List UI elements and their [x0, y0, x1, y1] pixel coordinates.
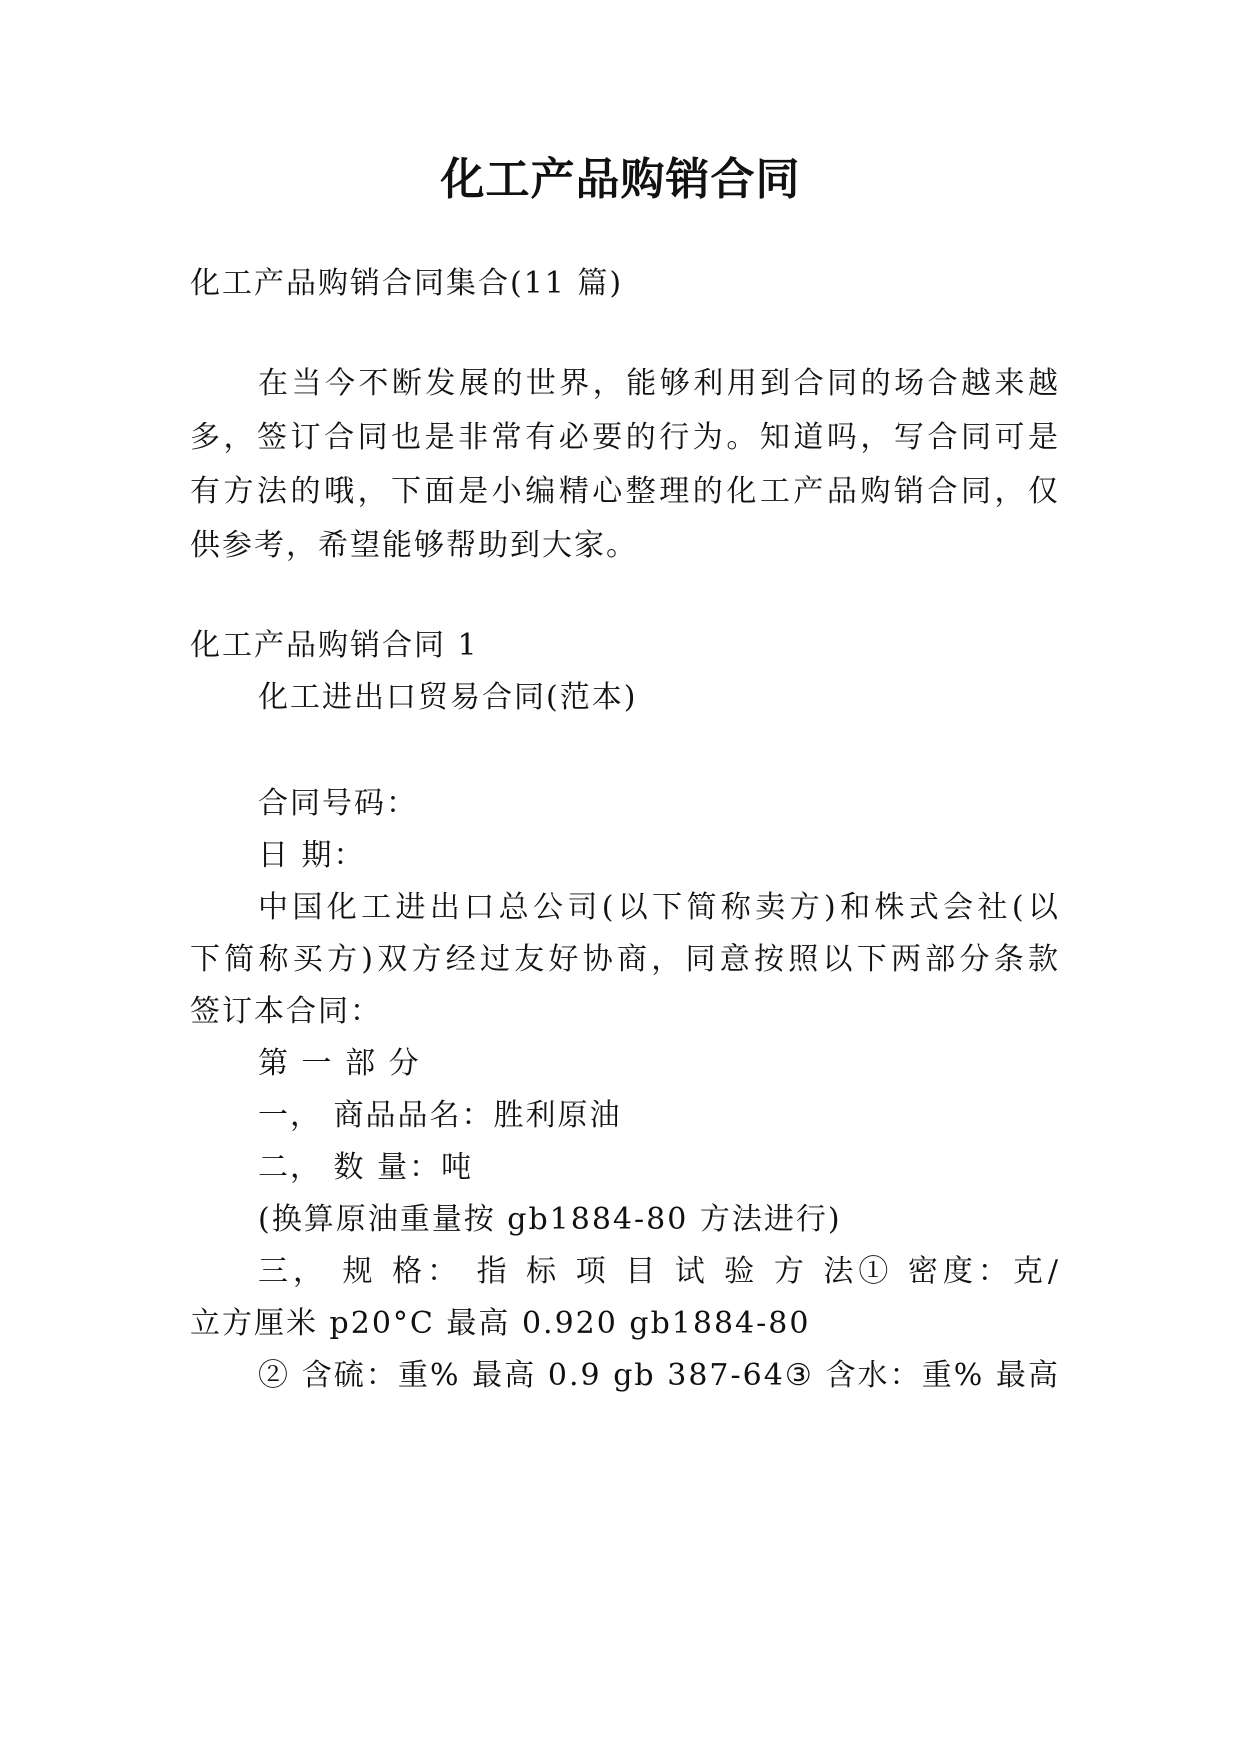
section-heading: 化工产品购销合同 1: [190, 628, 479, 663]
spec-line-2: 立方厘米 p20°C 最高 0.920 gb1884-80: [190, 1306, 811, 1341]
item-product-name: 一， 商品品名：胜利原油: [258, 1098, 622, 1133]
parties-line-1: 中国化工进出口总公司(以下简称卖方)和株式会社(以: [258, 890, 1060, 925]
part-one-heading: 第 一 部 分: [258, 1046, 421, 1081]
conversion-note: (换算原油重量按 gb1884-80 方法进行): [258, 1202, 842, 1237]
document-subtitle: 化工产品购销合同集合(11 篇): [190, 266, 624, 301]
spec-line-1: 三， 规 格： 指 标 项 目 试 验 方 法① 密度：克/: [258, 1254, 1060, 1289]
spec-line-3: ② 含硫：重% 最高 0.9 gb 387-64③ 含水：重% 最高: [258, 1358, 1060, 1393]
contract-number-label: 合同号码：: [258, 786, 418, 821]
document-title: 化工产品购销合同: [440, 154, 801, 205]
section-subtitle: 化工进出口贸易合同(范本): [258, 680, 638, 715]
parties-line-3: 签订本合同：: [190, 994, 382, 1029]
item-quantity: 二， 数 量：吨: [258, 1150, 474, 1185]
intro-line-4: 供参考，希望能够帮助到大家。: [190, 528, 638, 563]
intro-line-3: 有方法的哦，下面是小编精心整理的化工产品购销合同，仅: [190, 474, 1060, 509]
intro-line-2: 多，签订合同也是非常有必要的行为。知道吗，写合同可是: [190, 420, 1060, 455]
intro-line-1: 在当今不断发展的世界，能够利用到合同的场合越来越: [258, 366, 1060, 401]
date-label: 日 期：: [258, 838, 366, 873]
parties-line-2: 下简称买方)双方经过友好协商，同意按照以下两部分条款: [190, 942, 1060, 977]
